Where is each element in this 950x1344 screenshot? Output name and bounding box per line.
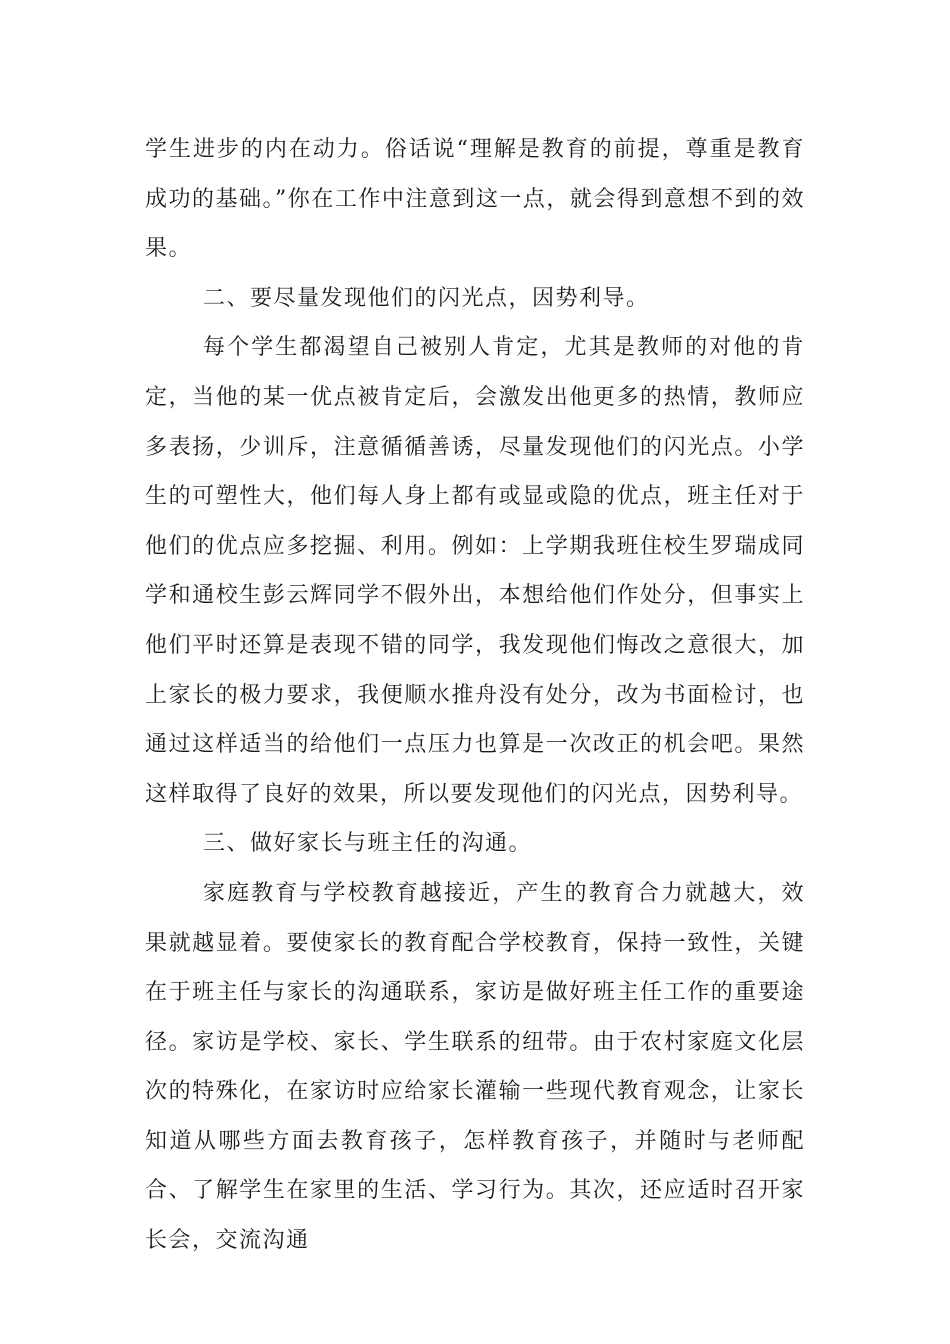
paragraph-highlight-points: 每个学生都渴望自己被别人肯定，尤其是教师的对他的肯定，当他的某一优点被肯定后，会激发出他更多的热情，教师应多表扬，少训斥，注意循循善诱，尽量发现他们的闪光点。小学生的可塑性大，他们每人身上都有或显或隐的优点，班主任对于他们的优点应多挖掘、利用。例如：上学期我班住校生罗瑞成同学和通校生彭云辉同学不假外出，本想给他们作处分，但事实上他们平时还算是表现不错的同学，我发现他们悔改之意很大，加上家长的极力要求，我便顺水推舟没有处分，改为书面检讨，也通过这样适当的给他们一点压力也算是一次改正的机会吧。果然这样取得了良好的效果，所以要发现他们的闪光点，因势利导。 [145, 335, 805, 807]
paragraph-continuation: 学生进步的内在动力。俗话说“理解是教育的前提，尊重是教育成功的基础。”你在工作中注意到这一点，就会得到意想不到的效果。 [145, 137, 805, 262]
section-heading-2: 二、要尽量发现他们的闪光点，因势利导。 [203, 285, 650, 311]
document-body [145, 125, 805, 1266]
paragraph-parent-communication: 家庭教育与学校教育越接近，产生的教育合力就越大，效果就越显着。要使家长的教育配合学校教育，保持一致性，关键在于班主任与家长的沟通联系，家访是做好班主任工作的重要途径。家访是学校、家长、学生联系的纽带。由于农村家庭文化层次的特殊化，在家访时应给家长灌输一些现代教育观念，让家长知道从哪些方面去教育孩子，怎样教育孩子，并随时与老师配合、了解学生在家里的生活、学习行为。其次，还应适时召开家长会，交流沟通 [145, 880, 805, 1254]
section-heading-3: 三、做好家长与班主任的沟通。 [203, 831, 533, 857]
